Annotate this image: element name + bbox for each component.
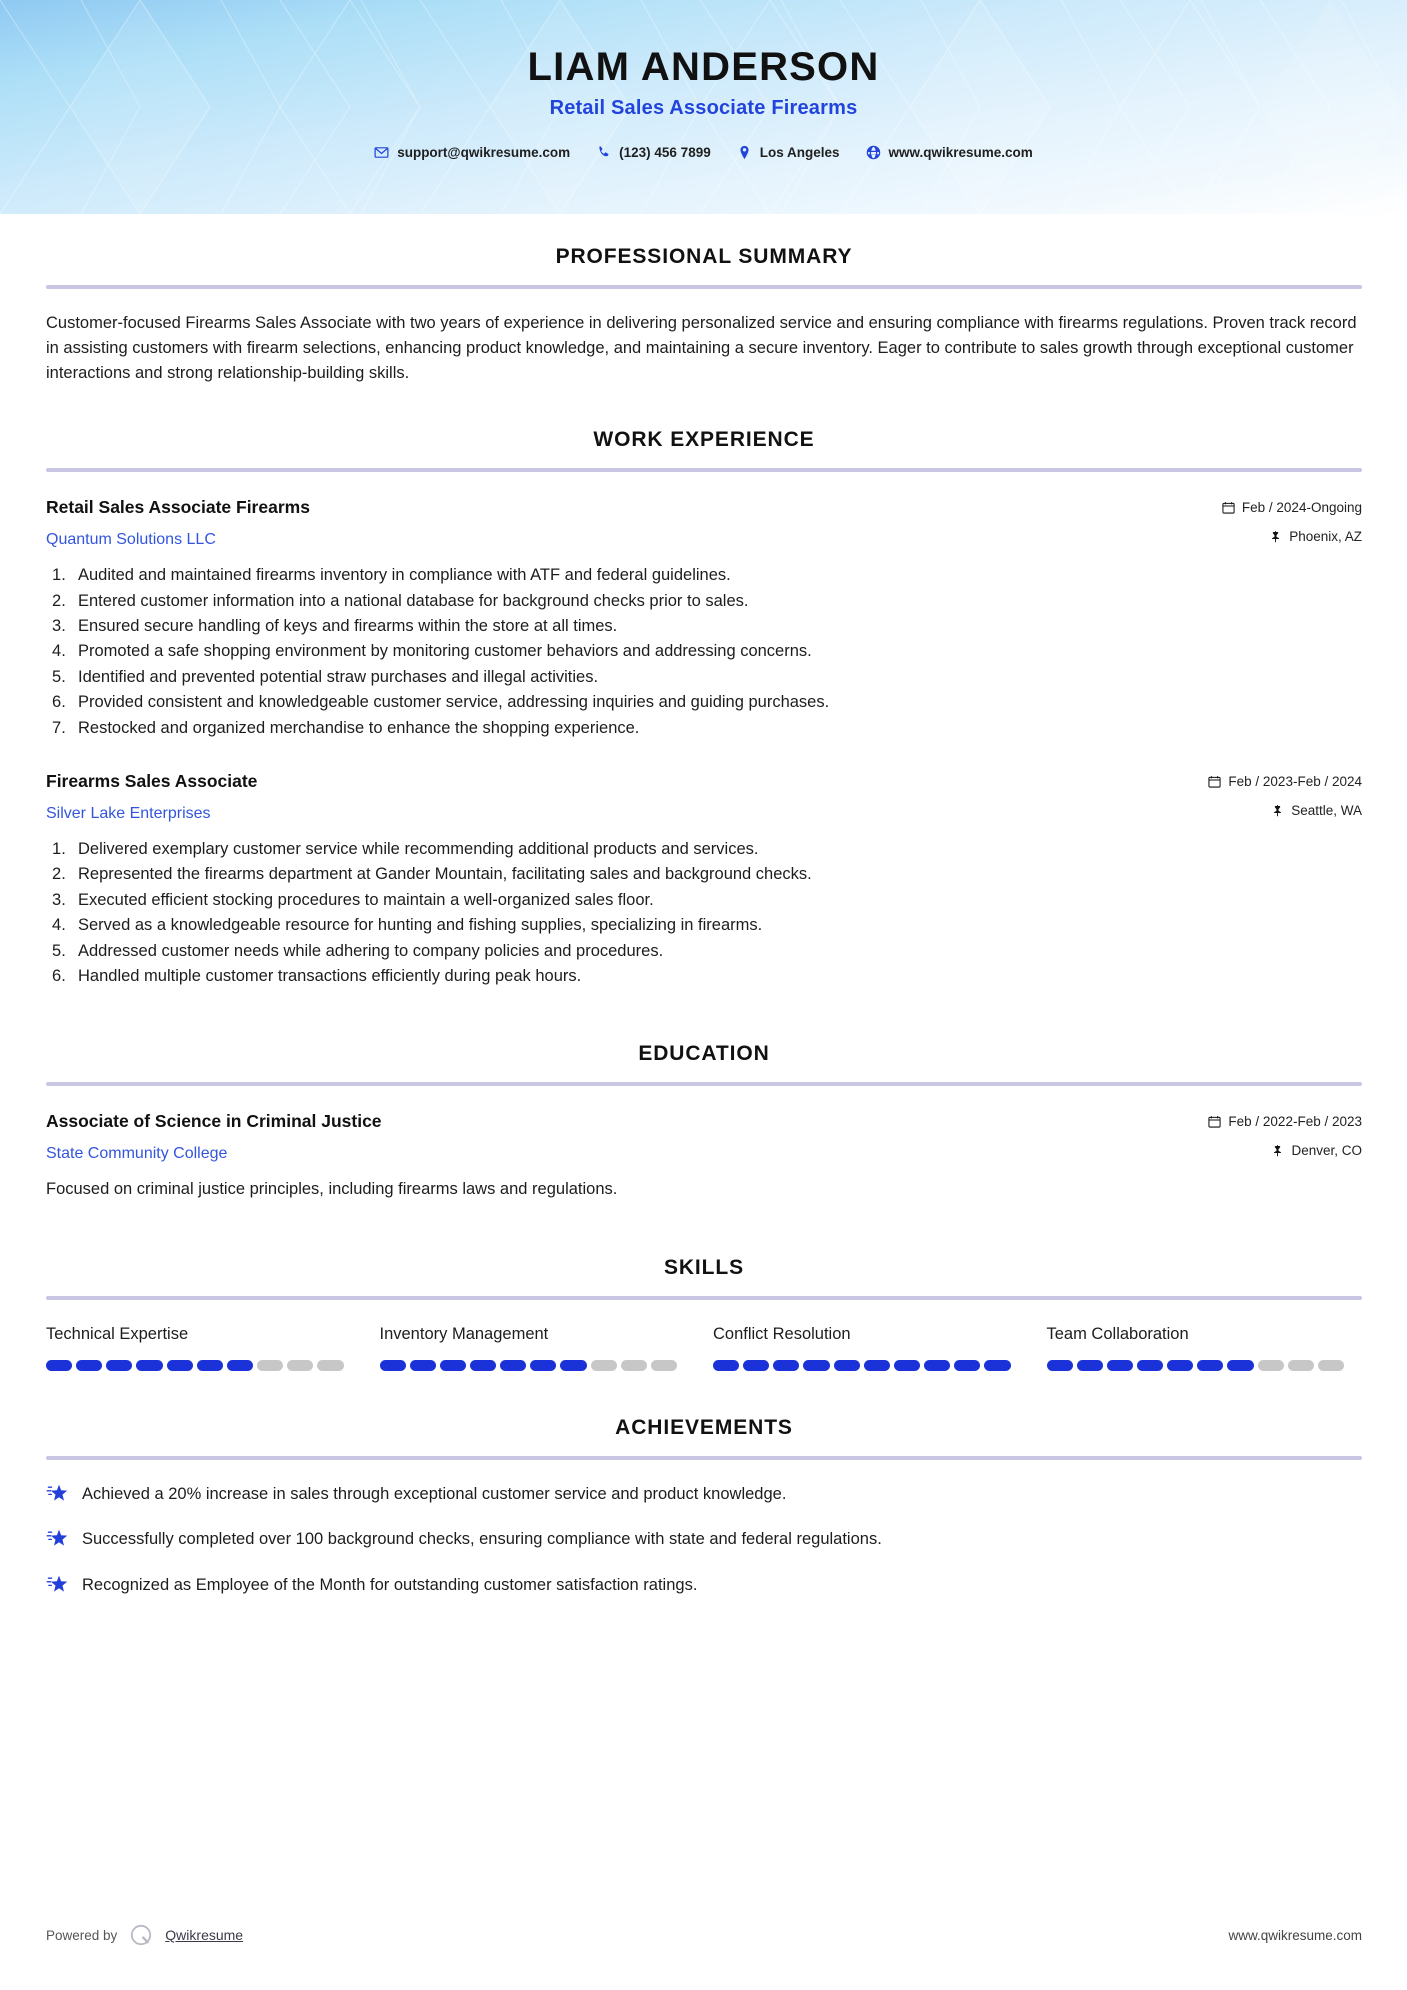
envelope-icon <box>374 145 389 160</box>
section-work-experience <box>46 386 1362 987</box>
star-icon <box>46 1528 68 1550</box>
education-location-text: Denver, CO <box>1291 1142 1362 1158</box>
qwikresume-logo-icon <box>128 1922 154 1948</box>
work-bullet: Delivered exemplary customer service while recommending additional products and services. <box>78 840 759 859</box>
footer-branding <box>46 1922 243 1948</box>
qwikresume-brand-link[interactable]: Qwikresume <box>165 1927 244 1943</box>
skill-pip-empty <box>651 1360 677 1371</box>
skill-item <box>380 1324 696 1371</box>
achievement-item <box>46 1573 1362 1596</box>
skill-pip-filled <box>470 1360 496 1371</box>
skill-pip-empty <box>591 1360 617 1371</box>
skill-pip-filled <box>380 1360 406 1371</box>
section-divider <box>46 1296 1362 1300</box>
section-divider <box>46 1456 1362 1460</box>
education-entry <box>46 1111 1362 1201</box>
skill-pip-filled <box>834 1360 860 1371</box>
skill-pip-filled <box>1227 1360 1253 1371</box>
skill-pip-filled <box>924 1360 950 1371</box>
section-title-work: WORK EXPERIENCE <box>593 428 815 452</box>
skill-level-bar <box>713 1360 1011 1371</box>
work-bullet: Promoted a safe shopping environment by monitoring customer behaviors and addressing concerns. <box>78 642 812 661</box>
skill-pip-filled <box>46 1360 72 1371</box>
map-pin-icon <box>1271 1144 1284 1157</box>
contact-phone[interactable] <box>583 145 724 160</box>
skill-pip-filled <box>106 1360 132 1371</box>
work-bullet: Audited and maintained firearms inventory in compliance with ATF and federal guidelines. <box>78 566 731 585</box>
work-location <box>1208 803 1362 818</box>
achievement-text: Achieved a 20% increase in sales through exceptional customer service and product knowledge. <box>82 1485 787 1504</box>
skill-pip-filled <box>76 1360 102 1371</box>
contact-email[interactable] <box>361 145 583 160</box>
section-divider <box>46 1082 1362 1086</box>
calendar-icon <box>1208 775 1221 788</box>
skill-pip-filled <box>1197 1360 1223 1371</box>
section-title-education: EDUCATION <box>638 1041 770 1065</box>
skill-label: Team Collaboration <box>1046 1324 1189 1343</box>
work-bullet: Ensured secure handling of keys and firearms within the store at all times. <box>78 616 618 635</box>
map-pin-icon <box>1269 530 1282 543</box>
work-dates-text: Feb / 2023-Feb / 2024 <box>1228 774 1362 790</box>
skill-pip-filled <box>167 1360 193 1371</box>
calendar-icon <box>1222 501 1235 514</box>
work-dates <box>1222 500 1362 515</box>
work-role: Retail Sales Associate Firearms <box>46 497 310 518</box>
skill-pip-filled <box>1167 1360 1193 1371</box>
work-bullets <box>46 564 1362 739</box>
contact-website-text: www.qwikresume.com <box>888 145 1033 160</box>
header-job-title: Retail Sales Associate Firearms <box>549 97 858 119</box>
skill-item <box>713 1324 1029 1371</box>
contact-website[interactable] <box>853 145 1046 160</box>
skill-pip-empty <box>257 1360 283 1371</box>
skill-pip-filled <box>1077 1360 1103 1371</box>
work-location-text: Seattle, WA <box>1291 803 1362 819</box>
skill-pip-filled <box>713 1360 739 1371</box>
skill-pip-filled <box>1047 1360 1073 1371</box>
footer-website[interactable]: www.qwikresume.com <box>1228 1927 1362 1943</box>
section-education <box>46 991 1362 1201</box>
work-dates <box>1208 774 1362 789</box>
education-dates-text: Feb / 2022-Feb / 2023 <box>1228 1113 1362 1129</box>
work-dates-text: Feb / 2024-Ongoing <box>1241 500 1362 516</box>
skill-pip-filled <box>440 1360 466 1371</box>
skill-pip-filled <box>803 1360 829 1371</box>
work-organization[interactable]: Silver Lake Enterprises <box>46 805 211 823</box>
skill-pip-filled <box>500 1360 526 1371</box>
skill-pip-empty <box>621 1360 647 1371</box>
section-divider <box>46 468 1362 472</box>
map-pin-icon <box>1271 804 1284 817</box>
skill-pip-filled <box>743 1360 769 1371</box>
skill-pip-filled <box>984 1360 1010 1371</box>
skill-pip-filled <box>773 1360 799 1371</box>
work-role: Firearms Sales Associate <box>46 771 258 792</box>
skill-pip-filled <box>410 1360 436 1371</box>
work-bullet: Handled multiple customer transactions efficiently during peak hours. <box>78 967 582 986</box>
phone-icon <box>596 145 611 160</box>
education-institution[interactable]: State Community College <box>46 1144 228 1162</box>
work-bullet: Identified and prevented potential straw purchases and illegal activities. <box>78 667 599 686</box>
powered-by-label: Powered by <box>46 1927 118 1943</box>
skill-level-bar <box>46 1360 344 1371</box>
work-location-text: Phoenix, AZ <box>1289 529 1362 545</box>
section-achievements <box>46 1371 1362 1596</box>
skill-pip-filled <box>954 1360 980 1371</box>
skill-pip-filled <box>197 1360 223 1371</box>
work-location <box>1222 529 1362 544</box>
work-bullet: Executed efficient stocking procedures to maintain a well-organized sales floor. <box>78 890 654 909</box>
location-pin-icon <box>737 145 752 160</box>
contact-email-text: support@qwikresume.com <box>397 145 571 160</box>
star-icon <box>46 1483 68 1505</box>
achievement-item <box>46 1527 1362 1550</box>
contact-location[interactable] <box>724 145 853 160</box>
work-organization[interactable]: Quantum Solutions LLC <box>46 531 216 549</box>
work-bullet: Represented the firearms department at Gander Mountain, facilitating sales and background checks. <box>78 865 812 884</box>
calendar-icon <box>1208 1115 1221 1128</box>
section-professional-summary <box>46 214 1362 386</box>
page-title: LIAM ANDERSON <box>527 45 880 89</box>
section-title-skills: SKILLS <box>663 1255 745 1279</box>
skill-label: Conflict Resolution <box>713 1324 851 1343</box>
achievement-text: Recognized as Employee of the Month for outstanding customer satisfaction ratings. <box>82 1575 698 1594</box>
education-location <box>1208 1143 1362 1158</box>
contact-row <box>0 145 1407 160</box>
section-title-summary: PROFESSIONAL SUMMARY <box>555 245 853 268</box>
skill-pip-empty <box>287 1360 313 1371</box>
work-bullet: Served as a knowledgeable resource for hunting and fishing supplies, specializing in firearms. <box>78 916 763 935</box>
work-bullet: Entered customer information into a national database for background checks prior to sales. <box>78 591 749 610</box>
work-bullet: Addressed customer needs while adhering to company policies and procedures. <box>78 941 664 960</box>
skill-pip-filled <box>1137 1360 1163 1371</box>
contact-location-text: Los Angeles <box>759 145 840 160</box>
skill-item <box>46 1324 362 1371</box>
section-divider <box>46 285 1362 289</box>
achievement-text: Successfully completed over 100 background checks, ensuring compliance with state and federal regulations. <box>82 1530 882 1549</box>
resume-header <box>0 0 1407 214</box>
skill-pip-filled <box>1107 1360 1133 1371</box>
education-description: Focused on criminal justice principles, including firearms laws and regulations. <box>46 1179 618 1198</box>
skill-pip-filled <box>227 1360 253 1371</box>
education-dates <box>1208 1114 1362 1129</box>
skill-label: Inventory Management <box>379 1324 549 1343</box>
skill-pip-empty <box>1318 1360 1344 1371</box>
work-entry <box>46 497 1362 739</box>
globe-icon <box>866 145 881 160</box>
work-bullet: Restocked and organized merchandise to enhance the shopping experience. <box>78 718 640 737</box>
skill-pip-filled <box>894 1360 920 1371</box>
work-entry <box>46 771 1362 988</box>
contact-phone-text: (123) 456 7899 <box>619 145 711 160</box>
skill-item <box>1047 1324 1363 1371</box>
skills-grid <box>46 1324 1362 1371</box>
skill-level-bar <box>1047 1360 1345 1371</box>
skill-pip-filled <box>864 1360 890 1371</box>
work-bullet: Provided consistent and knowledgeable customer service, addressing inquiries and guiding purchases. <box>78 693 830 712</box>
skill-pip-filled <box>560 1360 586 1371</box>
skill-pip-empty <box>317 1360 343 1371</box>
section-title-achievements: ACHIEVEMENTS <box>615 1416 793 1440</box>
skill-label: Technical Expertise <box>46 1324 189 1343</box>
work-bullets <box>46 838 1362 988</box>
skill-level-bar <box>380 1360 678 1371</box>
skill-pip-filled <box>530 1360 556 1371</box>
summary-text: Customer-focused Firearms Sales Associate with two years of experience in delivering personalized service and ensuring compliance with firearms regulations. Proven track record in assisting customers with firearm selections, enhancing product knowledge, and maintaining a secure inventory. Eager to contribute to sales growth through exceptional customer interactions and strong relationship-building skills. <box>46 314 1357 383</box>
skill-pip-empty <box>1288 1360 1314 1371</box>
achievement-item <box>46 1482 1362 1505</box>
skill-pip-empty <box>1258 1360 1284 1371</box>
skill-pip-filled <box>136 1360 162 1371</box>
education-degree: Associate of Science in Criminal Justice <box>46 1110 382 1131</box>
achievements-list <box>46 1482 1362 1596</box>
section-skills <box>46 1201 1362 1371</box>
star-icon <box>46 1574 68 1596</box>
resume-footer <box>46 1922 1362 1948</box>
